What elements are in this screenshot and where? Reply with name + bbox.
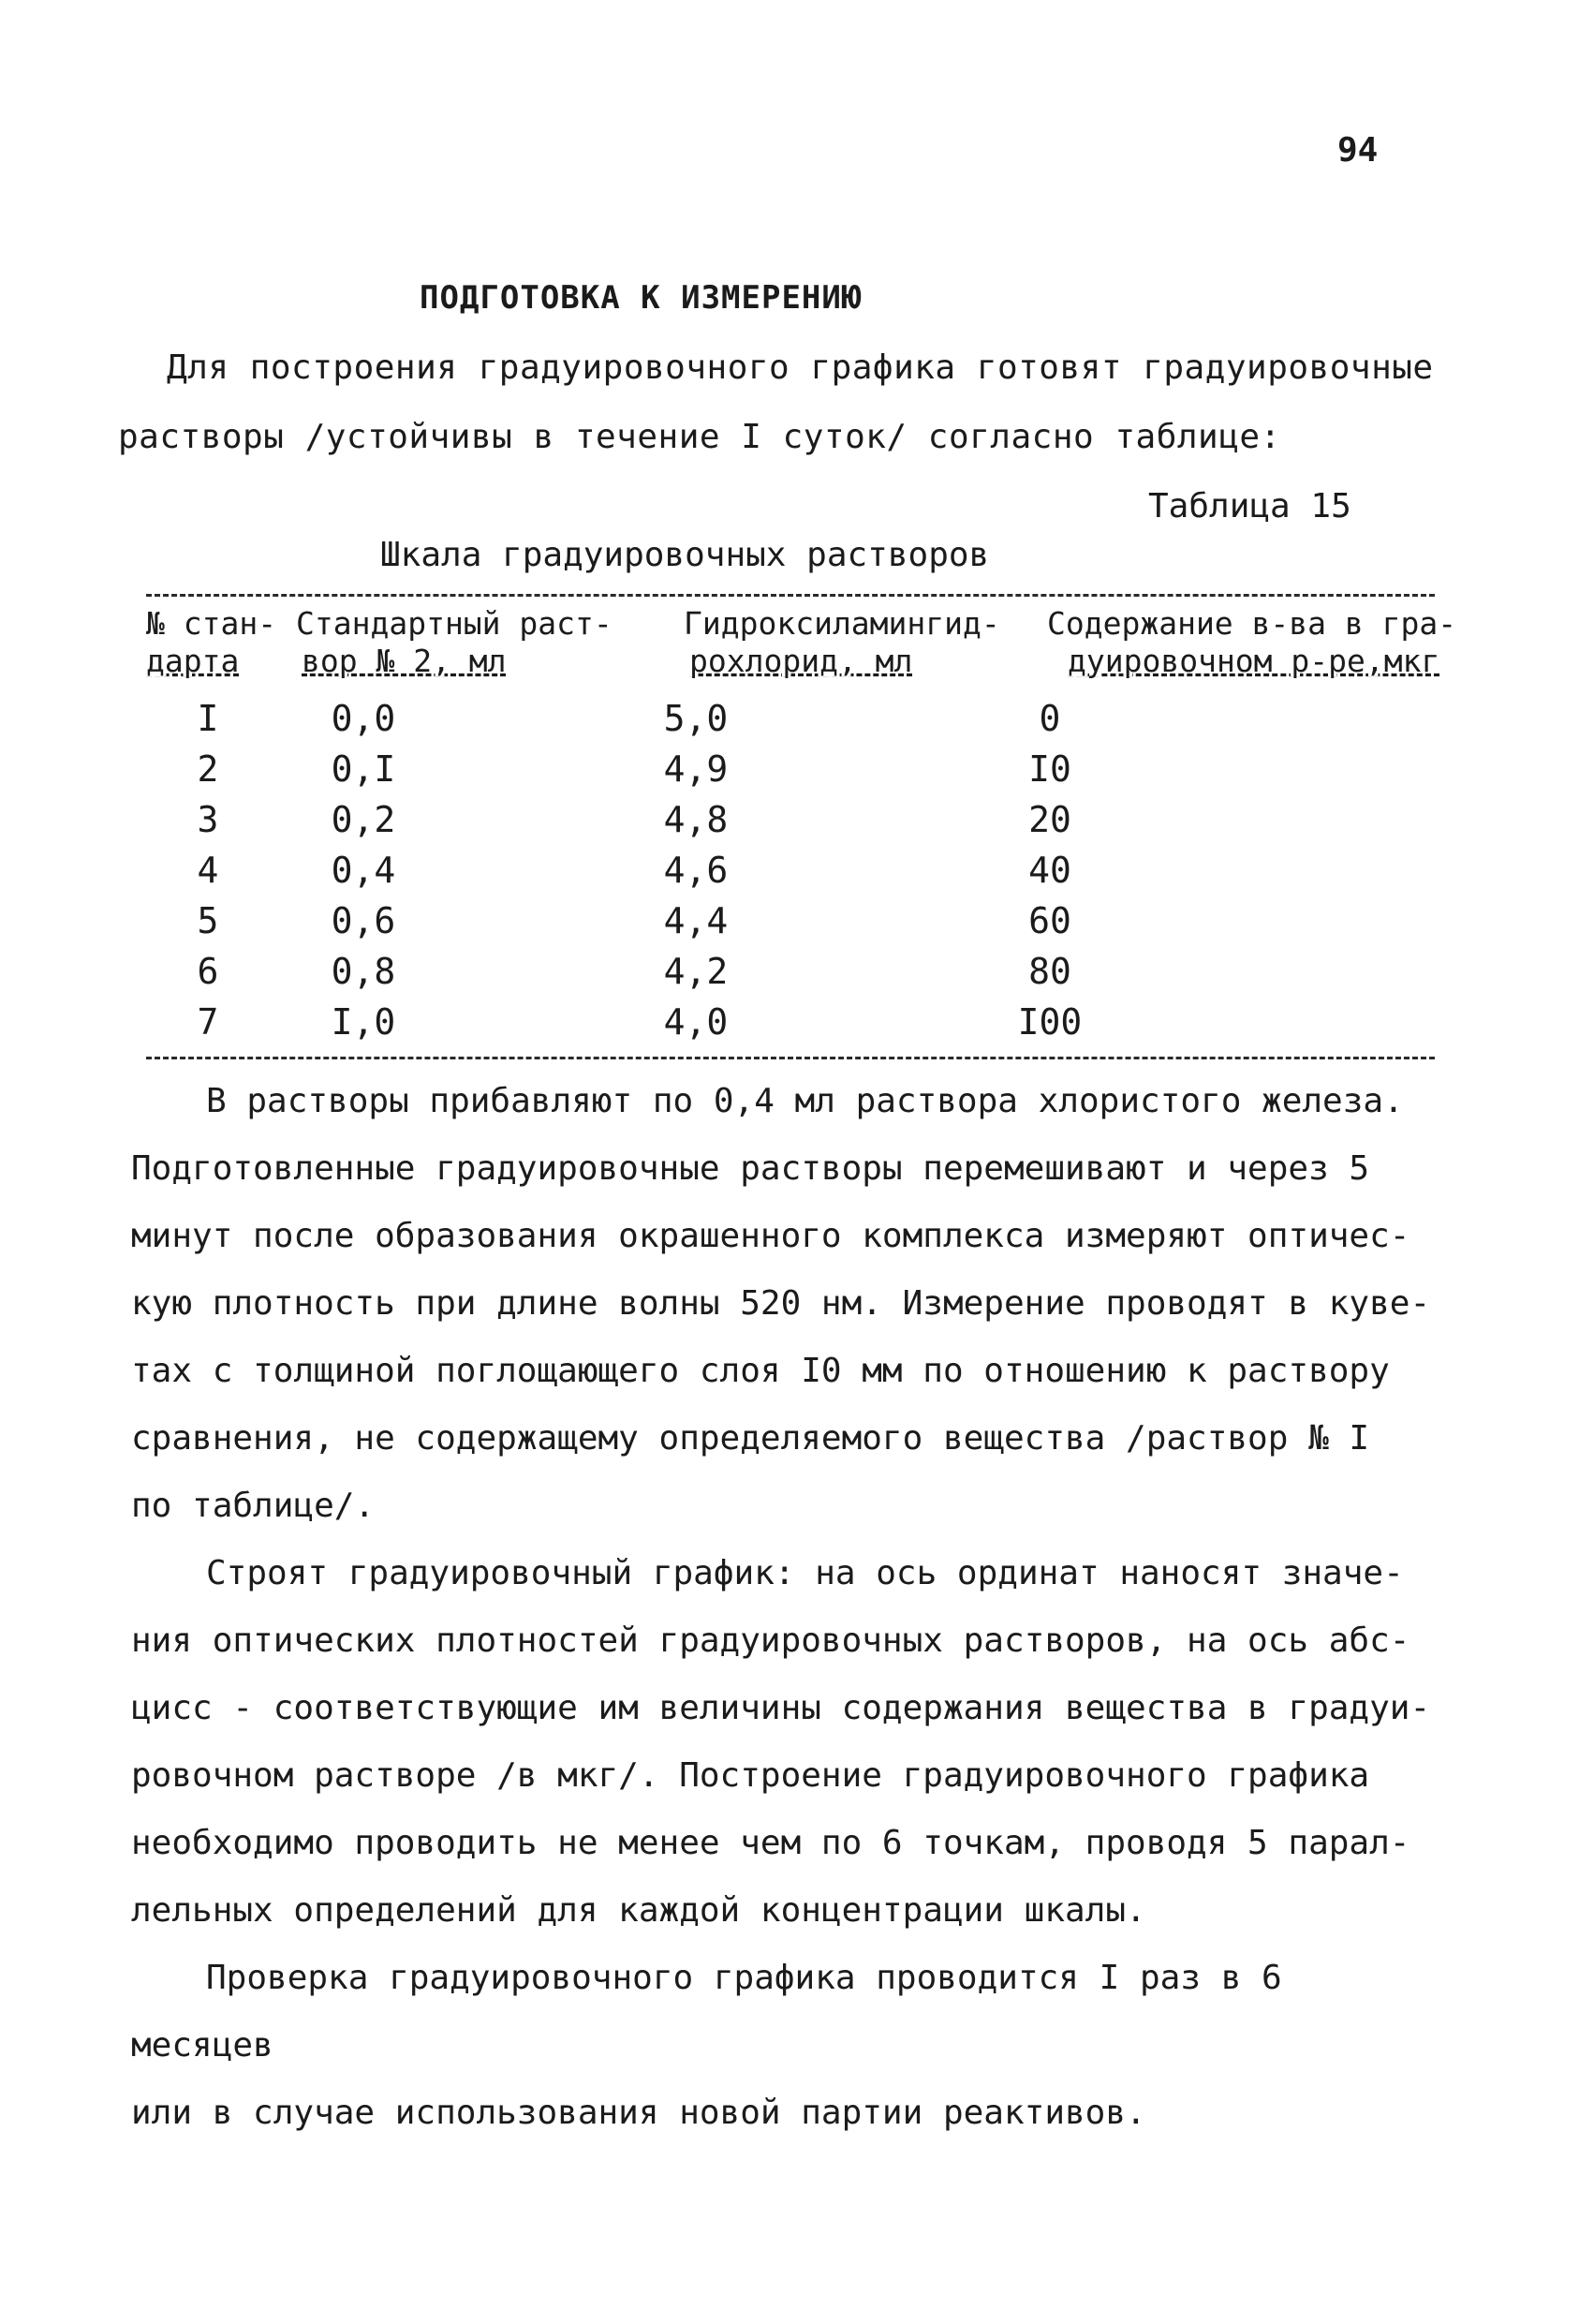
page-number: 94 (1337, 131, 1379, 170)
table-row: 7 I,0 4,0 I00 (197, 1001, 1083, 1043)
table-row: I 0,0 5,0 0 (197, 698, 1061, 739)
header-standard-number: № стан- дарта (146, 605, 277, 679)
table-row: 2 0,I 4,9 I0 (197, 748, 1071, 790)
header-content: Содержание в-ва в гра- дуировочном р-ре,мкг (1047, 605, 1457, 679)
intro-line-1: Для построения градуировочного графика готовят градуировочные (167, 348, 1434, 387)
paragraph-reagents: В растворы прибавляют по 0,4 мл раствора хлористого железа. Подготовленные градуировочные растворы перемешивают и через 5 минут после образования окрашенного комплекса измеряют оптичес- кую плотность при длине волны 520 нм. Измерение проводят в куве- тах с толщиной поглощающего слоя I0 мм по отношению к раствору сравнения, не содержащему определяемого вещества /раствор № I по таблице/. (131, 1082, 1431, 1525)
header-hydroxylamine: Гидроксиламингид- рохлорид, мл (684, 605, 1000, 679)
table-number: Таблица 15 (1148, 487, 1351, 525)
table-top-rule (146, 594, 1435, 597)
table-row: 5 0,6 4,4 60 (197, 900, 1071, 941)
section-heading: ПОДГОТОВКА К ИЗМЕРЕНИЮ (420, 279, 863, 317)
table-title: Шкала градуировочных растворов (380, 536, 990, 574)
header-standard-solution: Стандартный раст- вор № 2, мл (296, 605, 613, 679)
paragraph-check: Проверка градуировочного графика проводится I раз в 6 месяцев или в случае использования новой партии реактивов. (131, 1959, 1282, 2132)
table-row: 6 0,8 4,2 80 (197, 951, 1071, 992)
table-row: 3 0,2 4,8 20 (197, 799, 1071, 840)
table-row: 4 0,4 4,6 40 (197, 850, 1071, 891)
table-bottom-rule (146, 1057, 1435, 1059)
paragraph-graph: Строят градуировочный график: на ось ординат наносят значе- ния оптических плотностей градуировочных растворов, на ось абс- цисс - соответствующие им величины содержания вещества в градуи- ровочном растворе /в мкг/. Построение градуировочного графика необходимо проводить не менее чем по 6 точкам, проводя 5 парал- лельных определений для каждой концентрации шкалы. (131, 1554, 1431, 1930)
intro-line-2: растворы /устойчивы в течение I суток/ согласно таблице: (118, 418, 1281, 456)
calibration-table (146, 693, 1165, 1047)
